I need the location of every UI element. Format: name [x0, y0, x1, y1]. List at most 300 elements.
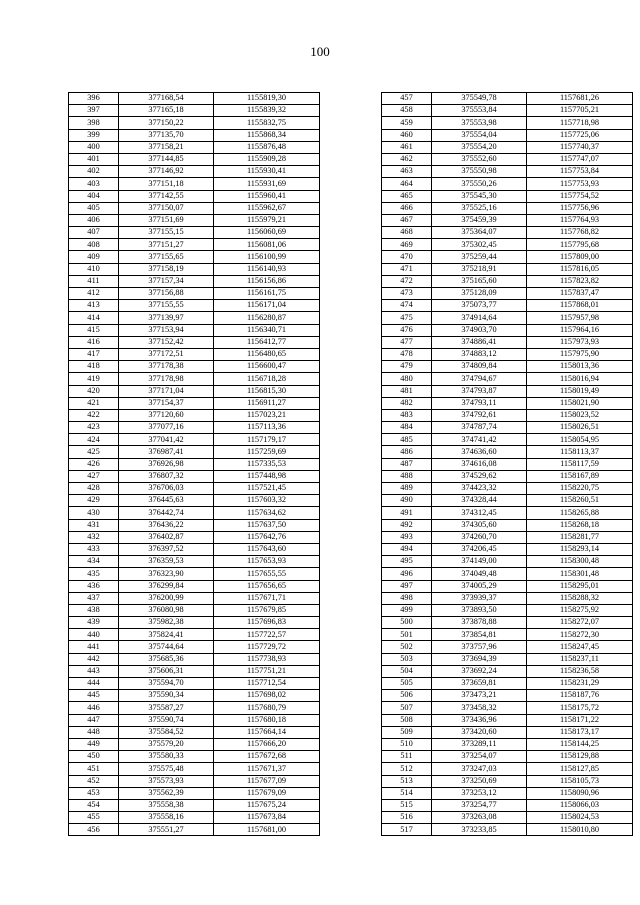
table-row — [69, 495, 320, 507]
x-coordinate-cell: 374005,29 — [432, 580, 527, 592]
point-number-cell: 486 — [382, 446, 432, 458]
table-row — [69, 824, 320, 836]
table-row — [382, 690, 633, 702]
point-number-cell: 408 — [69, 239, 119, 251]
point-number-cell: 424 — [69, 434, 119, 446]
table-row — [382, 580, 633, 592]
y-coordinate-cell: 1157023,21 — [214, 409, 320, 421]
point-number-cell: 492 — [382, 519, 432, 531]
y-coordinate-cell: 1158013,36 — [527, 361, 633, 373]
point-number-cell: 466 — [382, 202, 432, 214]
y-coordinate-cell: 1157738,93 — [214, 653, 320, 665]
y-coordinate-cell: 1157868,01 — [527, 300, 633, 312]
x-coordinate-cell: 377120,60 — [119, 409, 214, 421]
point-number-cell: 433 — [69, 543, 119, 555]
point-number-cell: 511 — [382, 751, 432, 763]
x-coordinate-cell: 375579,20 — [119, 738, 214, 750]
table-row — [69, 129, 320, 141]
y-coordinate-cell: 1157809,00 — [527, 251, 633, 263]
coordinates-table-right — [381, 92, 633, 836]
y-coordinate-cell: 1156156,86 — [214, 275, 320, 287]
table-row — [382, 678, 633, 690]
y-coordinate-cell: 1156718,28 — [214, 373, 320, 385]
y-coordinate-cell: 1158187,76 — [527, 690, 633, 702]
point-number-cell: 504 — [382, 665, 432, 677]
x-coordinate-cell: 375364,07 — [432, 227, 527, 239]
point-number-cell: 463 — [382, 166, 432, 178]
point-number-cell: 402 — [69, 166, 119, 178]
y-coordinate-cell: 1155979,21 — [214, 214, 320, 226]
y-coordinate-cell: 1157725,06 — [527, 129, 633, 141]
x-coordinate-cell: 377155,65 — [119, 251, 214, 263]
table-row — [69, 653, 320, 665]
x-coordinate-cell: 374423,32 — [432, 483, 527, 495]
y-coordinate-cell: 1158113,37 — [527, 446, 633, 458]
point-number-cell: 513 — [382, 775, 432, 787]
point-number-cell: 401 — [69, 153, 119, 165]
x-coordinate-cell: 374149,00 — [432, 556, 527, 568]
table-row — [382, 495, 633, 507]
x-coordinate-cell: 377157,34 — [119, 275, 214, 287]
table-row — [382, 300, 633, 312]
y-coordinate-cell: 1157816,05 — [527, 263, 633, 275]
x-coordinate-cell: 375554,04 — [432, 129, 527, 141]
table-row — [69, 227, 320, 239]
table-row — [382, 239, 633, 251]
table-row — [382, 787, 633, 799]
x-coordinate-cell: 375545,30 — [432, 190, 527, 202]
table-row — [382, 348, 633, 360]
x-coordinate-cell: 375525,16 — [432, 202, 527, 214]
point-number-cell: 477 — [382, 336, 432, 348]
x-coordinate-cell: 373458,32 — [432, 702, 527, 714]
point-number-cell: 428 — [69, 483, 119, 495]
y-coordinate-cell: 1157655,55 — [214, 568, 320, 580]
y-coordinate-cell: 1157751,21 — [214, 665, 320, 677]
point-number-cell: 416 — [69, 336, 119, 348]
point-number-cell: 495 — [382, 556, 432, 568]
point-number-cell: 455 — [69, 812, 119, 824]
table-row — [382, 336, 633, 348]
x-coordinate-cell: 376397,52 — [119, 543, 214, 555]
x-coordinate-cell: 377155,55 — [119, 300, 214, 312]
x-coordinate-cell: 374206,45 — [432, 543, 527, 555]
x-coordinate-cell: 376323,90 — [119, 568, 214, 580]
table-row — [382, 738, 633, 750]
x-coordinate-cell: 376436,22 — [119, 519, 214, 531]
point-number-cell: 510 — [382, 738, 432, 750]
y-coordinate-cell: 1157681,00 — [214, 824, 320, 836]
y-coordinate-cell: 1158265,88 — [527, 507, 633, 519]
x-coordinate-cell: 377144,85 — [119, 153, 214, 165]
x-coordinate-cell: 375552,60 — [432, 153, 527, 165]
y-coordinate-cell: 1157259,69 — [214, 446, 320, 458]
y-coordinate-cell: 1157718,98 — [527, 117, 633, 129]
table-row — [382, 543, 633, 555]
x-coordinate-cell: 377168,54 — [119, 93, 214, 105]
table-row — [69, 470, 320, 482]
table-row — [69, 446, 320, 458]
y-coordinate-cell: 1156340,71 — [214, 324, 320, 336]
x-coordinate-cell: 377165,18 — [119, 105, 214, 117]
point-number-cell: 446 — [69, 702, 119, 714]
point-number-cell: 397 — [69, 105, 119, 117]
y-coordinate-cell: 1158054,95 — [527, 434, 633, 446]
point-number-cell: 420 — [69, 385, 119, 397]
point-number-cell: 465 — [382, 190, 432, 202]
y-coordinate-cell: 1157975,90 — [527, 348, 633, 360]
x-coordinate-cell: 377158,19 — [119, 263, 214, 275]
table-row — [69, 543, 320, 555]
y-coordinate-cell: 1158272,30 — [527, 629, 633, 641]
point-number-cell: 500 — [382, 617, 432, 629]
x-coordinate-cell: 376442,74 — [119, 507, 214, 519]
table-row — [69, 629, 320, 641]
table-row — [69, 348, 320, 360]
table-row — [382, 592, 633, 604]
y-coordinate-cell: 1158019,49 — [527, 385, 633, 397]
point-number-cell: 468 — [382, 227, 432, 239]
y-coordinate-cell: 1156060,69 — [214, 227, 320, 239]
x-coordinate-cell: 373254,77 — [432, 799, 527, 811]
table-row — [382, 458, 633, 470]
point-number-cell: 436 — [69, 580, 119, 592]
x-coordinate-cell: 377151,18 — [119, 178, 214, 190]
table-row — [69, 214, 320, 226]
point-number-cell: 471 — [382, 263, 432, 275]
point-number-cell: 415 — [69, 324, 119, 336]
y-coordinate-cell: 1155960,41 — [214, 190, 320, 202]
point-number-cell: 406 — [69, 214, 119, 226]
point-number-cell: 502 — [382, 641, 432, 653]
point-number-cell: 484 — [382, 422, 432, 434]
point-number-cell: 454 — [69, 799, 119, 811]
x-coordinate-cell: 375685,36 — [119, 653, 214, 665]
point-number-cell: 448 — [69, 726, 119, 738]
y-coordinate-cell: 1157335,53 — [214, 458, 320, 470]
y-coordinate-cell: 1156911,27 — [214, 397, 320, 409]
x-coordinate-cell: 377178,38 — [119, 361, 214, 373]
x-coordinate-cell: 373289,11 — [432, 738, 527, 750]
x-coordinate-cell: 375982,38 — [119, 617, 214, 629]
y-coordinate-cell: 1157664,14 — [214, 726, 320, 738]
coordinates-table-left — [68, 92, 320, 836]
table-row — [382, 641, 633, 653]
table-row — [382, 251, 633, 263]
x-coordinate-cell: 377172,51 — [119, 348, 214, 360]
y-coordinate-cell: 1156140,93 — [214, 263, 320, 275]
point-number-cell: 483 — [382, 409, 432, 421]
x-coordinate-cell: 374328,44 — [432, 495, 527, 507]
point-number-cell: 409 — [69, 251, 119, 263]
point-number-cell: 452 — [69, 775, 119, 787]
x-coordinate-cell: 374616,08 — [432, 458, 527, 470]
y-coordinate-cell: 1158295,01 — [527, 580, 633, 592]
table-row — [69, 507, 320, 519]
table-row — [382, 153, 633, 165]
x-coordinate-cell: 375558,38 — [119, 799, 214, 811]
y-coordinate-cell: 1156280,87 — [214, 312, 320, 324]
point-number-cell: 503 — [382, 653, 432, 665]
x-coordinate-cell: 375590,74 — [119, 714, 214, 726]
table-row — [69, 409, 320, 421]
point-number-cell: 517 — [382, 824, 432, 836]
x-coordinate-cell: 375580,33 — [119, 751, 214, 763]
x-coordinate-cell: 374794,67 — [432, 373, 527, 385]
point-number-cell: 439 — [69, 617, 119, 629]
point-number-cell: 515 — [382, 799, 432, 811]
point-number-cell: 457 — [382, 93, 432, 105]
y-coordinate-cell: 1155930,41 — [214, 166, 320, 178]
point-number-cell: 432 — [69, 531, 119, 543]
x-coordinate-cell: 376299,84 — [119, 580, 214, 592]
table-row — [69, 592, 320, 604]
y-coordinate-cell: 1157740,37 — [527, 141, 633, 153]
x-coordinate-cell: 373263,08 — [432, 812, 527, 824]
point-number-cell: 429 — [69, 495, 119, 507]
y-coordinate-cell: 1158236,58 — [527, 665, 633, 677]
point-number-cell: 461 — [382, 141, 432, 153]
point-number-cell: 425 — [69, 446, 119, 458]
y-coordinate-cell: 1157680,18 — [214, 714, 320, 726]
x-coordinate-cell: 377077,16 — [119, 422, 214, 434]
point-number-cell: 508 — [382, 714, 432, 726]
y-coordinate-cell: 1158090,96 — [527, 787, 633, 799]
x-coordinate-cell: 374883,12 — [432, 348, 527, 360]
y-coordinate-cell: 1157729,72 — [214, 641, 320, 653]
point-number-cell: 514 — [382, 787, 432, 799]
y-coordinate-cell: 1158173,17 — [527, 726, 633, 738]
x-coordinate-cell: 377178,98 — [119, 373, 214, 385]
y-coordinate-cell: 1158281,77 — [527, 531, 633, 543]
table-row — [382, 824, 633, 836]
x-coordinate-cell: 377135,70 — [119, 129, 214, 141]
y-coordinate-cell: 1157712,54 — [214, 678, 320, 690]
x-coordinate-cell: 377158,21 — [119, 141, 214, 153]
point-number-cell: 418 — [69, 361, 119, 373]
point-number-cell: 480 — [382, 373, 432, 385]
y-coordinate-cell: 1156081,06 — [214, 239, 320, 251]
x-coordinate-cell: 374903,70 — [432, 324, 527, 336]
y-coordinate-cell: 1157521,45 — [214, 483, 320, 495]
y-coordinate-cell: 1158171,22 — [527, 714, 633, 726]
table-row — [69, 665, 320, 677]
table-row — [382, 263, 633, 275]
table-row — [382, 409, 633, 421]
table-row — [382, 763, 633, 775]
table-row — [69, 483, 320, 495]
table-row — [382, 629, 633, 641]
x-coordinate-cell: 373854,81 — [432, 629, 527, 641]
table-row — [382, 726, 633, 738]
y-coordinate-cell: 1156161,75 — [214, 288, 320, 300]
x-coordinate-cell: 374312,45 — [432, 507, 527, 519]
x-coordinate-cell: 375128,09 — [432, 288, 527, 300]
y-coordinate-cell: 1158026,51 — [527, 422, 633, 434]
point-number-cell: 458 — [382, 105, 432, 117]
y-coordinate-cell: 1157679,85 — [214, 604, 320, 616]
x-coordinate-cell: 374636,60 — [432, 446, 527, 458]
table-row — [382, 702, 633, 714]
x-coordinate-cell: 374049,48 — [432, 568, 527, 580]
y-coordinate-cell: 1157672,68 — [214, 751, 320, 763]
y-coordinate-cell: 1157179,17 — [214, 434, 320, 446]
y-coordinate-cell: 1158024,53 — [527, 812, 633, 824]
y-coordinate-cell: 1158300,48 — [527, 556, 633, 568]
y-coordinate-cell: 1158010,80 — [527, 824, 633, 836]
point-number-cell: 451 — [69, 763, 119, 775]
table-row — [69, 190, 320, 202]
y-coordinate-cell: 1157795,68 — [527, 239, 633, 251]
point-number-cell: 430 — [69, 507, 119, 519]
point-number-cell: 494 — [382, 543, 432, 555]
x-coordinate-cell: 374787,74 — [432, 422, 527, 434]
table-row — [382, 227, 633, 239]
point-number-cell: 417 — [69, 348, 119, 360]
y-coordinate-cell: 1157747,07 — [527, 153, 633, 165]
y-coordinate-cell: 1157113,36 — [214, 422, 320, 434]
x-coordinate-cell: 375558,16 — [119, 812, 214, 824]
table-row — [382, 105, 633, 117]
x-coordinate-cell: 375824,41 — [119, 629, 214, 641]
x-coordinate-cell: 377171,04 — [119, 385, 214, 397]
point-number-cell: 435 — [69, 568, 119, 580]
table-row — [382, 385, 633, 397]
y-coordinate-cell: 1157964,16 — [527, 324, 633, 336]
x-coordinate-cell: 373659,81 — [432, 678, 527, 690]
y-coordinate-cell: 1158023,52 — [527, 409, 633, 421]
point-number-cell: 460 — [382, 129, 432, 141]
y-coordinate-cell: 1157677,09 — [214, 775, 320, 787]
point-number-cell: 413 — [69, 300, 119, 312]
x-coordinate-cell: 375562,39 — [119, 787, 214, 799]
y-coordinate-cell: 1156100,99 — [214, 251, 320, 263]
x-coordinate-cell: 376200,99 — [119, 592, 214, 604]
table-row — [69, 568, 320, 580]
point-number-cell: 474 — [382, 300, 432, 312]
y-coordinate-cell: 1156480,65 — [214, 348, 320, 360]
table-row — [382, 324, 633, 336]
y-coordinate-cell: 1157973,93 — [527, 336, 633, 348]
point-number-cell: 498 — [382, 592, 432, 604]
point-number-cell: 496 — [382, 568, 432, 580]
table-row — [382, 422, 633, 434]
table-row — [382, 117, 633, 129]
table-row — [382, 775, 633, 787]
table-row — [69, 361, 320, 373]
x-coordinate-cell: 376402,87 — [119, 531, 214, 543]
point-number-cell: 396 — [69, 93, 119, 105]
x-coordinate-cell: 374305,60 — [432, 519, 527, 531]
y-coordinate-cell: 1157643,60 — [214, 543, 320, 555]
point-number-cell: 431 — [69, 519, 119, 531]
table-row — [382, 129, 633, 141]
y-coordinate-cell: 1157448,98 — [214, 470, 320, 482]
table-row — [382, 361, 633, 373]
x-coordinate-cell: 375553,84 — [432, 105, 527, 117]
x-coordinate-cell: 375554,20 — [432, 141, 527, 153]
table-row — [382, 446, 633, 458]
table-row — [69, 239, 320, 251]
table-row — [382, 714, 633, 726]
x-coordinate-cell: 375553,98 — [432, 117, 527, 129]
table-row — [382, 434, 633, 446]
table-row — [382, 190, 633, 202]
table-row — [69, 763, 320, 775]
point-number-cell: 456 — [69, 824, 119, 836]
point-number-cell: 410 — [69, 263, 119, 275]
point-number-cell: 421 — [69, 397, 119, 409]
point-number-cell: 449 — [69, 738, 119, 750]
table-row — [382, 519, 633, 531]
point-number-cell: 478 — [382, 348, 432, 360]
y-coordinate-cell: 1157680,79 — [214, 702, 320, 714]
x-coordinate-cell: 374741,42 — [432, 434, 527, 446]
y-coordinate-cell: 1158268,18 — [527, 519, 633, 531]
table-row — [69, 263, 320, 275]
point-number-cell: 453 — [69, 787, 119, 799]
table-row — [382, 665, 633, 677]
point-number-cell: 412 — [69, 288, 119, 300]
table-row — [382, 93, 633, 105]
y-coordinate-cell: 1155832,75 — [214, 117, 320, 129]
x-coordinate-cell: 373254,07 — [432, 751, 527, 763]
table-row — [69, 105, 320, 117]
y-coordinate-cell: 1158293,14 — [527, 543, 633, 555]
y-coordinate-cell: 1157753,84 — [527, 166, 633, 178]
y-coordinate-cell: 1157764,93 — [527, 214, 633, 226]
point-number-cell: 489 — [382, 483, 432, 495]
point-number-cell: 441 — [69, 641, 119, 653]
x-coordinate-cell: 377146,92 — [119, 166, 214, 178]
table-row — [69, 751, 320, 763]
y-coordinate-cell: 1158288,32 — [527, 592, 633, 604]
point-number-cell: 423 — [69, 422, 119, 434]
table-row — [382, 288, 633, 300]
point-number-cell: 467 — [382, 214, 432, 226]
point-number-cell: 419 — [69, 373, 119, 385]
y-coordinate-cell: 1155909,28 — [214, 153, 320, 165]
table-row — [69, 812, 320, 824]
table-row — [382, 799, 633, 811]
x-coordinate-cell: 375744,64 — [119, 641, 214, 653]
x-coordinate-cell: 374914,64 — [432, 312, 527, 324]
point-number-cell: 499 — [382, 604, 432, 616]
point-number-cell: 404 — [69, 190, 119, 202]
x-coordinate-cell: 377139,97 — [119, 312, 214, 324]
table-row — [69, 738, 320, 750]
x-coordinate-cell: 375549,78 — [432, 93, 527, 105]
table-row — [69, 531, 320, 543]
y-coordinate-cell: 1157696,83 — [214, 617, 320, 629]
table-row — [382, 166, 633, 178]
table-row — [382, 397, 633, 409]
x-coordinate-cell: 375165,60 — [432, 275, 527, 287]
point-number-cell: 485 — [382, 434, 432, 446]
table-row — [69, 288, 320, 300]
point-number-cell: 462 — [382, 153, 432, 165]
x-coordinate-cell: 373250,69 — [432, 775, 527, 787]
table-row — [382, 470, 633, 482]
y-coordinate-cell: 1155868,34 — [214, 129, 320, 141]
x-coordinate-cell: 375551,27 — [119, 824, 214, 836]
point-number-cell: 488 — [382, 470, 432, 482]
table-row — [382, 373, 633, 385]
page-number: 100 — [310, 44, 330, 59]
table-row — [69, 458, 320, 470]
table-row — [69, 641, 320, 653]
table-row — [382, 178, 633, 190]
